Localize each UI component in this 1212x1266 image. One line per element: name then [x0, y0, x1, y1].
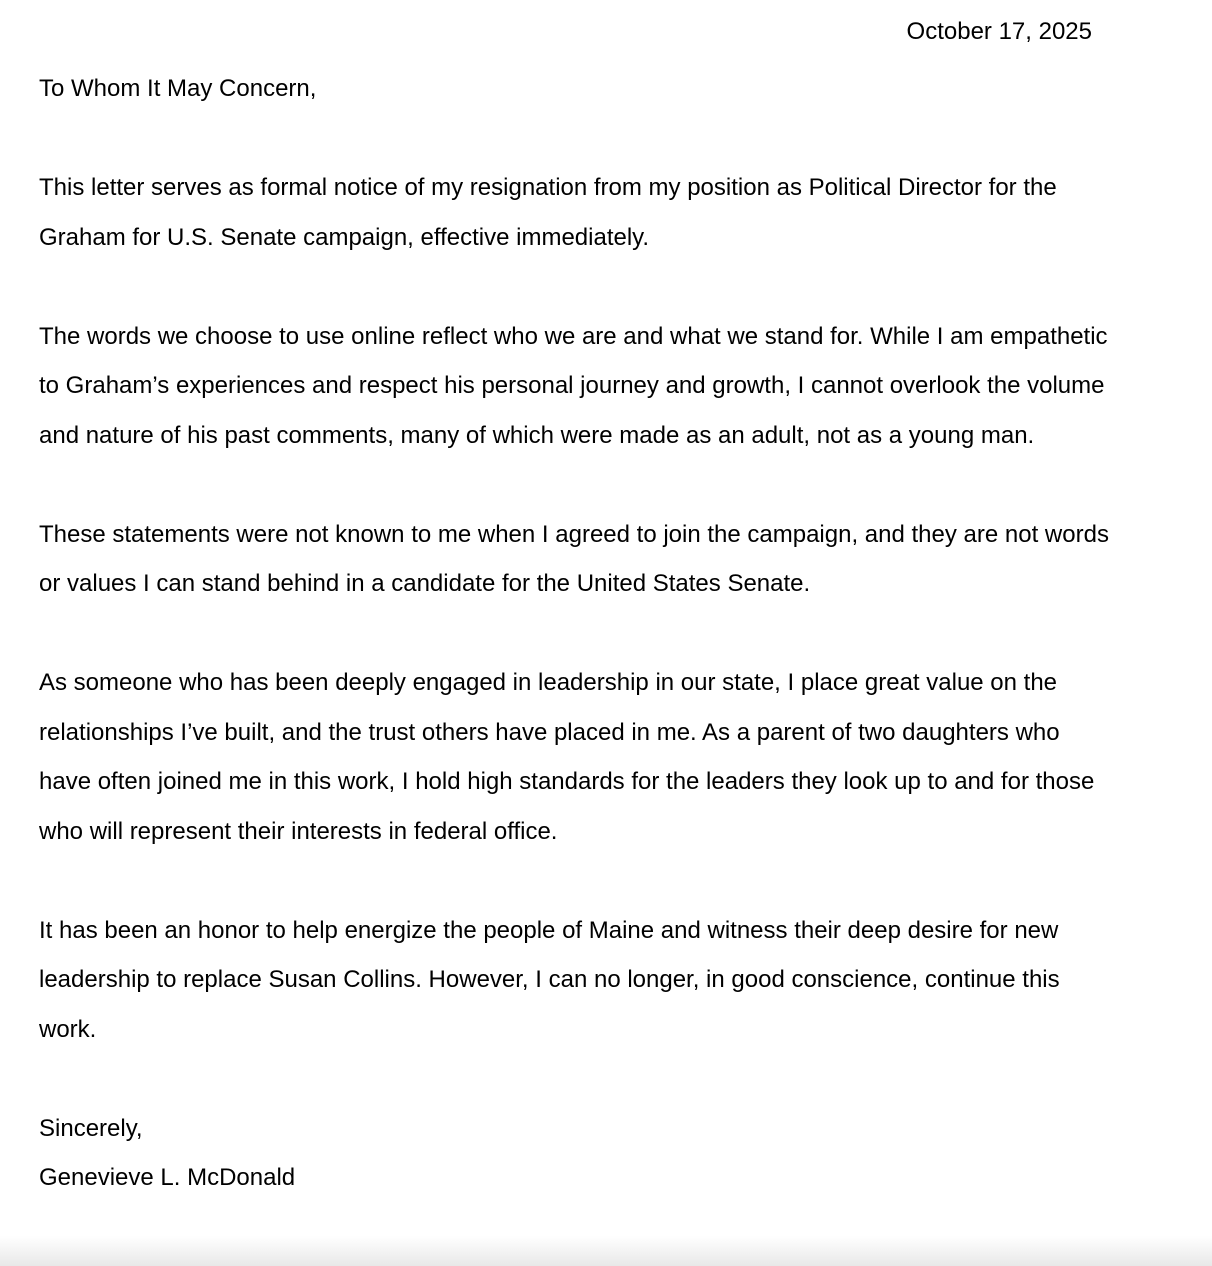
paragraph-online-words: The words we choose to use online reflect who we are and what we stand for. While I am empathetic to Graham’s experiences and respect his personal journey and growth, I cannot overlook the volume and nature of his past comments, many of which were made as an adult, not as a young man.	[39, 322, 1108, 449]
signature-name: Genevieve L. McDonald	[39, 1164, 296, 1191]
paragraph-leadership-values: As someone who has been deeply engaged in leadership in our state, I place great value on the relationships I’ve built, and the trust others have placed in me. As a parent of two daughters who have often joined me in this work, I hold high standards for the leaders they look up to and for those who will represent their interests in federal office.	[39, 669, 1095, 845]
page-bottom-shadow	[0, 1236, 1212, 1266]
letter-body	[39, 64, 1109, 1203]
paragraph-resignation-notice: This letter serves as formal notice of my resignation from my position as Political Director for the Graham for U.S. Senate campaign, effective immediately.	[39, 174, 1057, 251]
paragraph-honor-conclusion: It has been an honor to help energize the people of Maine and witness their deep desire for new leadership to replace Susan Collins. However, I can no longer, in good conscience, continue this work.	[39, 916, 1060, 1043]
salutation: To Whom It May Concern,	[39, 75, 317, 102]
paragraph-statements-unknown: These statements were not known to me when I agreed to join the campaign, and they are not words or values I can stand behind in a candidate for the United States Senate.	[39, 520, 1109, 597]
letter-date: October 17, 2025	[906, 18, 1092, 45]
closing: Sincerely,	[39, 1114, 143, 1142]
